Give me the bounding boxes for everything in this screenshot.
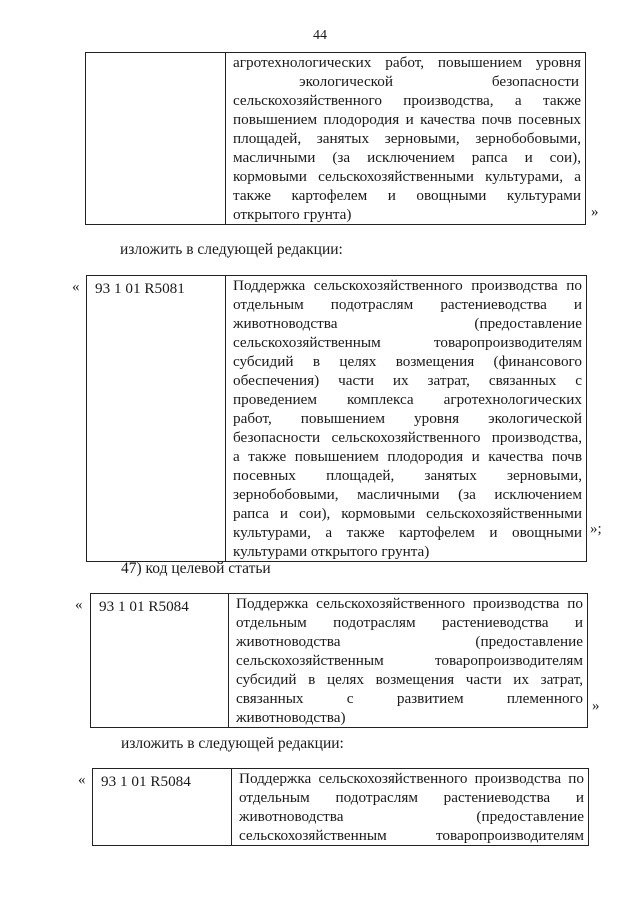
table-2-line: культурами открытого грунта): [233, 543, 430, 560]
opening-quote: «: [78, 772, 86, 788]
table-2-line: субсидий в целях возмещения (финансового: [233, 353, 582, 370]
budget-table-1: [85, 52, 586, 225]
closing-quote: »: [591, 204, 599, 220]
table-3-line: животноводства): [236, 709, 346, 726]
table-2-line: отдельным подотраслям растениеводства и: [233, 296, 582, 313]
table-2-line: зернобобовыми, масличными (за исключением: [233, 486, 582, 503]
table-3-line: отдельным подотраслям растениеводства и: [236, 614, 583, 631]
table-2-line: проведением комплекса агротехнологических: [233, 391, 582, 408]
table-1-line: открытого грунта): [233, 206, 352, 223]
paragraph-amend-2: изложить в следующей редакции:: [121, 735, 344, 752]
budget-table-4: [92, 768, 589, 846]
paragraph-target-article-code: 47) код целевой статьи: [121, 560, 271, 577]
table-1-code-cell: [86, 53, 226, 225]
table-3-line: животноводства (предоставление: [236, 633, 583, 650]
table-1-line: повышением плодородия и качества почв посевных: [233, 111, 581, 128]
table-2-line: посевных площадей, занятых зерновыми,: [233, 467, 582, 484]
table-4-description-cell: [232, 769, 589, 846]
budget-table-3: [90, 593, 588, 728]
opening-quote: «: [72, 279, 80, 295]
table-2-line: обеспечения) части их затрат, связанных с: [233, 372, 582, 389]
budget-table-2: [86, 275, 587, 562]
table-1-description-cell: [226, 53, 586, 225]
table-2-line: сельскохозяйственным товаропроизводителям: [233, 334, 582, 351]
table-1-line: кормовыми сельскохозяйственными культурами, а: [233, 168, 581, 185]
table-2-line: рапса и сои), кормовыми сельскохозяйственными: [233, 505, 582, 522]
table-4-line: сельскохозяйственным товаропроизводителям: [239, 827, 584, 844]
table-3-line: субсидий в целях возмещения части их затрат,: [236, 671, 583, 688]
table-4-line: животноводства (предоставление: [239, 808, 584, 825]
table-2-line: Поддержка сельскохозяйственного производства по: [233, 277, 582, 294]
page-number: 44: [313, 28, 327, 43]
table-3-line: Поддержка сельскохозяйственного производства по: [236, 595, 583, 612]
table-3-line: связанных с развитием племенного: [236, 690, 583, 707]
table-2-line: животноводства (предоставление: [233, 315, 582, 332]
table-1-line: сельскохозяйственного производства, а также: [233, 92, 581, 109]
table-1-line: также картофелем и овощными культурами: [233, 187, 581, 204]
table-2-line: а также повышением плодородия и качества почв: [233, 448, 582, 465]
table-1-line: масличными (за исключением рапса и сои),: [233, 149, 581, 166]
table-4-line: отдельным подотраслям растениеводства и: [239, 789, 584, 806]
table-2-code-cell: 93 1 01 R5081: [87, 276, 226, 562]
table-1-line: агротехнологических работ, повышением уровня: [233, 54, 581, 71]
paragraph-amend-1: изложить в следующей редакции:: [120, 241, 343, 258]
table-2-line: культурами, а также картофелем и овощными: [233, 524, 582, 541]
closing-quote-semicolon: »;: [590, 521, 602, 537]
table-2-description-cell: [226, 276, 587, 562]
table-3-line: сельскохозяйственным товаропроизводителям: [236, 652, 583, 669]
table-2-line: работ, повышением уровня экологической: [233, 410, 582, 427]
table-1-line: экологической безопасности: [299, 73, 579, 90]
table-4-line: Поддержка сельскохозяйственного производства по: [239, 770, 584, 787]
table-2-line: безопасности сельскохозяйственного производства,: [233, 429, 582, 446]
table-3-description-cell: [229, 594, 588, 728]
table-3-code-cell: 93 1 01 R5084: [91, 594, 229, 728]
table-1-line: площадей, занятых зерновыми, зернобобовыми,: [233, 130, 581, 147]
opening-quote: «: [75, 597, 83, 613]
table-4-code-cell: 93 1 01 R5084: [93, 769, 232, 846]
closing-quote: »: [592, 698, 600, 714]
